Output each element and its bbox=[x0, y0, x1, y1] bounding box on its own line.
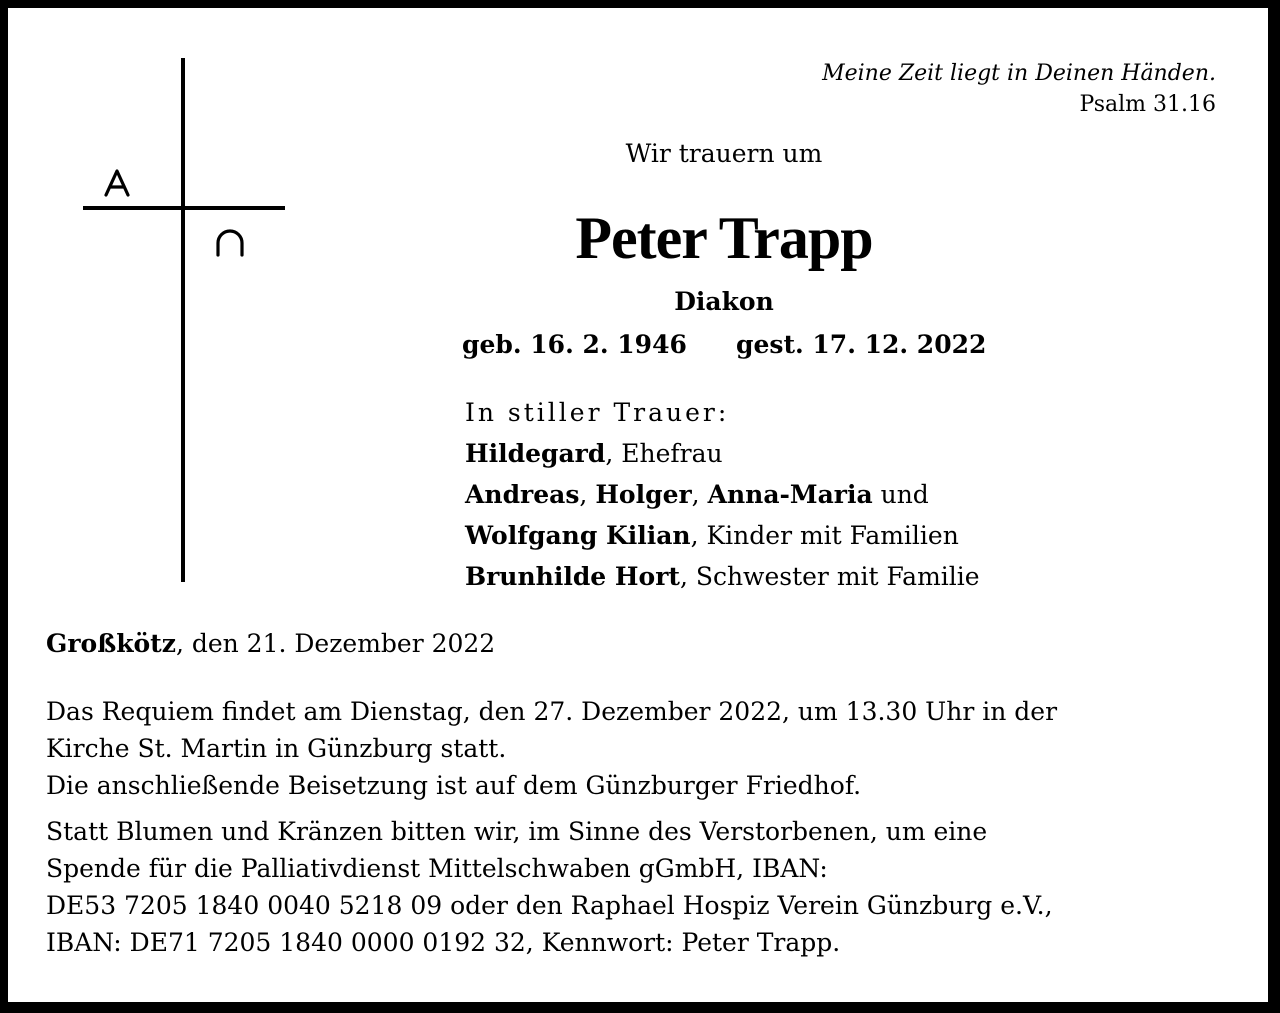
deceased-title: Diakon bbox=[674, 287, 774, 316]
text-line: Statt Blumen und Kränzen bitten wir, im Sinne des Verstorbenen, um eine bbox=[46, 817, 988, 846]
mourner-name: Wolfgang Kilian bbox=[465, 521, 691, 550]
mourner-name: Brunhilde Hort bbox=[465, 562, 680, 591]
text-line: IBAN: DE71 7205 1840 0000 0192 32, Kennwort: Peter Trapp. bbox=[46, 928, 841, 957]
mourners-list bbox=[465, 392, 980, 597]
text-line: Die anschließende Beisetzung ist auf dem Günzburger Friedhof. bbox=[46, 771, 862, 800]
alpha-icon bbox=[103, 168, 131, 198]
mourner-relation: , Ehefrau bbox=[605, 439, 723, 468]
obituary-notice bbox=[8, 8, 1268, 1002]
mourner-relation: , Schwester mit Familie bbox=[679, 562, 980, 591]
mourner-relation: , Kinder mit Familien bbox=[690, 521, 959, 550]
mourner-line bbox=[465, 515, 980, 556]
deceased-name: Peter Trapp bbox=[575, 205, 873, 271]
birth-date: geb. 16. 2. 1946 bbox=[462, 330, 687, 359]
mourner-name: Hildegard bbox=[465, 439, 606, 468]
mourner-name: Andreas bbox=[465, 480, 580, 509]
requiem-paragraph bbox=[46, 693, 1246, 804]
text-line: Kirche St. Martin in Günzburg statt. bbox=[46, 734, 507, 763]
mourner-line bbox=[465, 433, 980, 474]
text-line: Spende für die Palliativdienst Mittelschwaben gGmbH, IBAN: bbox=[46, 854, 828, 883]
cross-icon bbox=[181, 58, 185, 582]
mourner-line bbox=[465, 556, 980, 597]
donation-paragraph bbox=[46, 813, 1246, 961]
mourners-heading: In stiller Trauer: bbox=[465, 398, 730, 427]
death-date: gest. 17. 12. 2022 bbox=[736, 330, 987, 359]
mourner-relation: und bbox=[872, 480, 929, 509]
intro-text: Wir trauern um bbox=[625, 139, 823, 168]
place-name: Großkötz bbox=[46, 629, 176, 658]
psalm-verse: Meine Zeit liegt in Deinen Händen. bbox=[822, 61, 1216, 86]
separator: , bbox=[691, 480, 708, 509]
text-line: Das Requiem findet am Dienstag, den 27. Dezember 2022, um 13.30 Uhr in der bbox=[46, 697, 1058, 726]
psalm-quote bbox=[822, 58, 1216, 120]
separator: , bbox=[579, 480, 596, 509]
psalm-reference: Psalm 31.16 bbox=[1079, 92, 1216, 117]
mourner-name: Holger bbox=[595, 480, 692, 509]
place-date bbox=[46, 629, 495, 658]
mourner-name: Anna-Maria bbox=[707, 480, 873, 509]
text-line: DE53 7205 1840 0040 5218 09 oder den Raphael Hospiz Verein Günzburg e.V., bbox=[46, 891, 1053, 920]
notice-date: , den 21. Dezember 2022 bbox=[175, 629, 496, 658]
mourner-line bbox=[465, 474, 980, 515]
